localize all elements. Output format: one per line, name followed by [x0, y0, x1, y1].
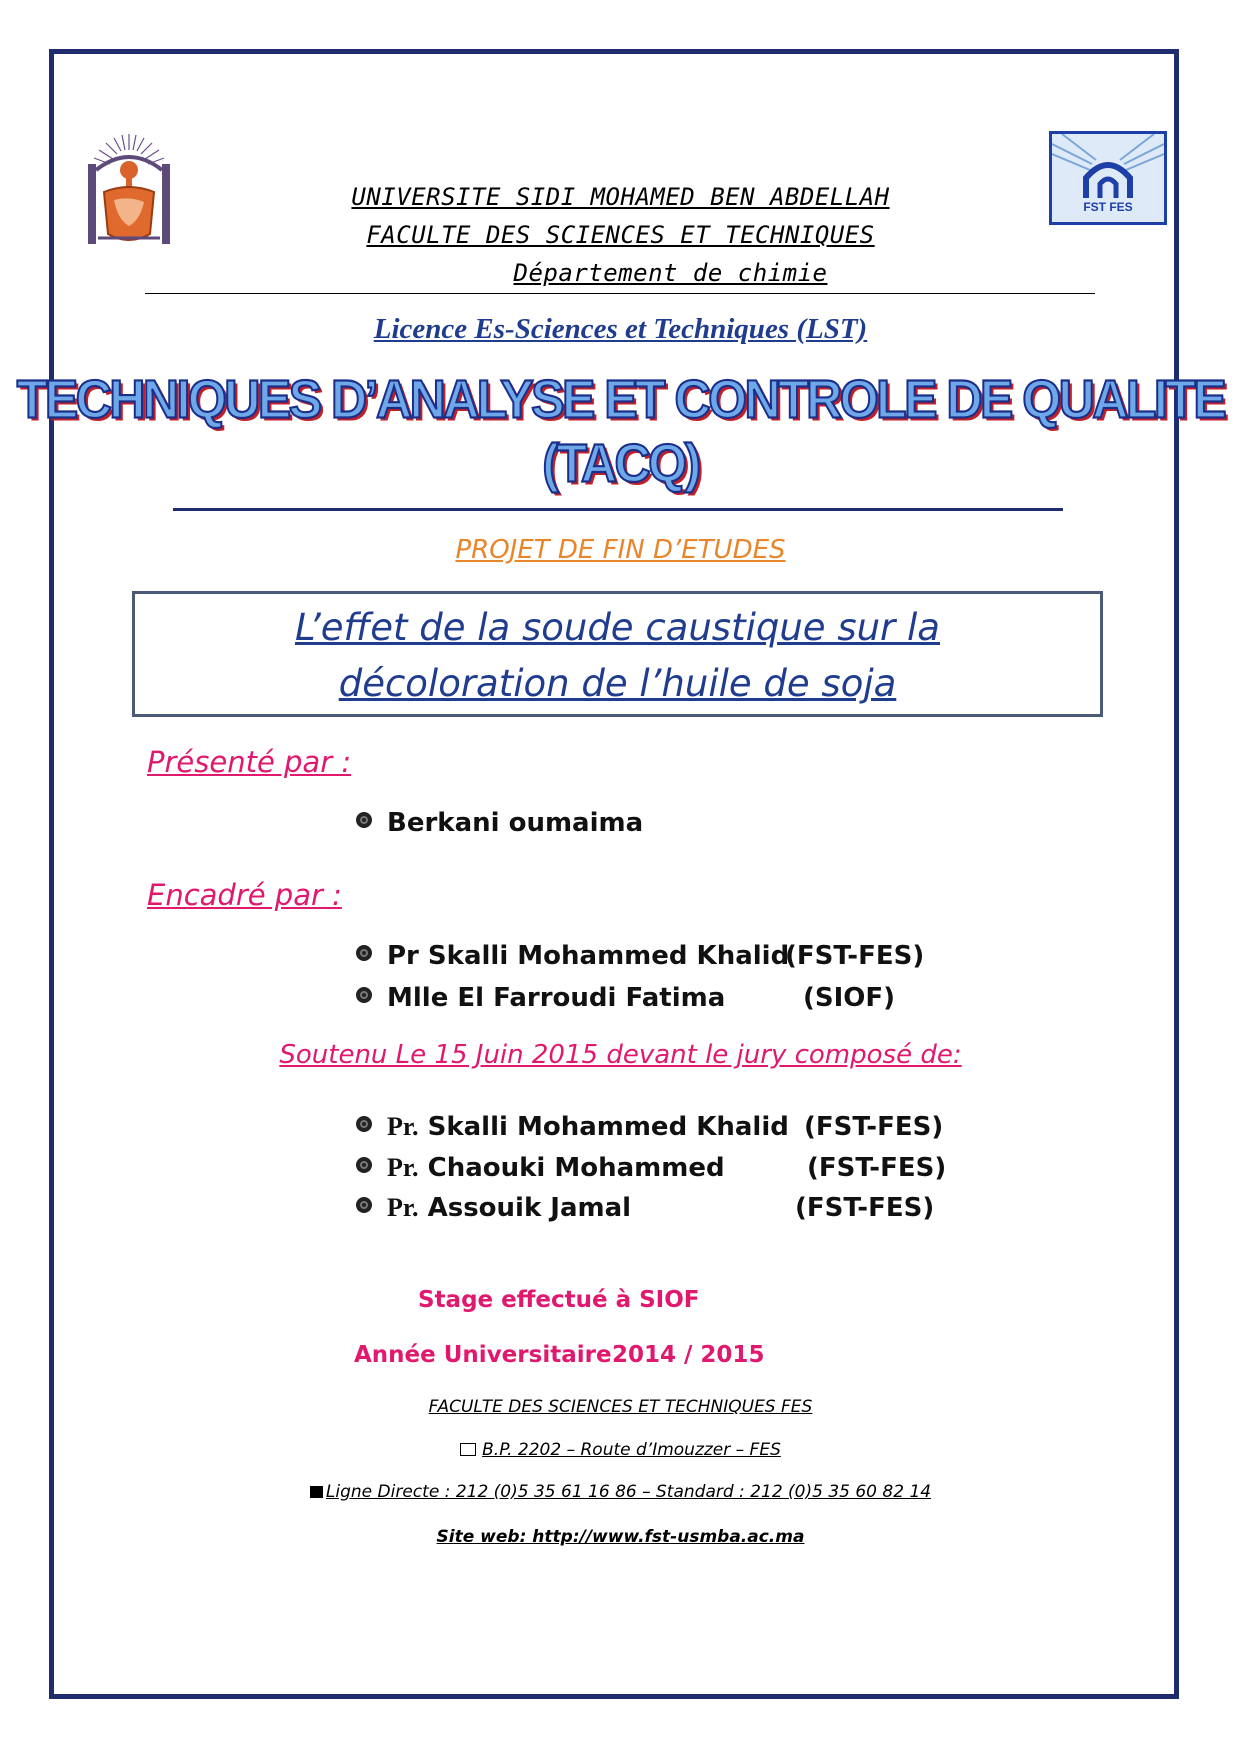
telephone-icon — [310, 1486, 323, 1498]
mailbox-icon — [460, 1443, 476, 1456]
footer-address-row — [0, 1440, 1241, 1460]
jury-name: Chaouki Mohammed — [427, 1153, 725, 1183]
student-name: Berkani oumaima — [387, 808, 644, 838]
jury-name: Skalli Mohammed Khalid — [427, 1112, 789, 1142]
defense-statement: Soutenu Le 15 Juin 2015 devant le jury composé de: — [279, 1040, 962, 1070]
licence-title: Licence Es-Sciences et Techniques (LST) — [373, 313, 868, 345]
flower-bullet-icon — [355, 1196, 373, 1214]
flower-bullet-icon — [355, 944, 373, 962]
university-name: UNIVERSITE SIDI MOHAMED BEN ABDELLAH — [351, 183, 890, 211]
subject-line1: L’effet de la soude caustique sur la — [295, 606, 940, 649]
project-label: PROJET DE FIN D’ETUDES — [455, 535, 786, 565]
subject-box — [132, 591, 1103, 717]
supervisor-affiliation: (SIOF) — [803, 983, 896, 1013]
presented-label: Présenté par : — [147, 745, 352, 779]
header-divider — [145, 293, 1095, 294]
jury-affiliation: (FST-FES) — [804, 1112, 944, 1142]
supervisor-item — [355, 983, 725, 1013]
program-title-line2: (TACQ) — [542, 432, 699, 494]
flower-bullet-icon — [355, 986, 373, 1004]
supervisor-item — [355, 941, 789, 971]
footer-faculty: FACULTE DES SCIENCES ET TECHNIQUES FES — [428, 1397, 813, 1417]
student-item — [355, 808, 643, 838]
jury-title: Pr. — [387, 1112, 419, 1141]
academic-year: 2014 / 2015 — [612, 1342, 765, 1368]
program-title-line1: TECHNIQUES D’ANALYSE ET CONTROLE DE QUALITE — [16, 368, 1225, 430]
flower-bullet-icon — [355, 1115, 373, 1133]
jury-title: Pr. — [387, 1193, 419, 1222]
supervisor-name: Pr Skalli Mohammed Khalid — [387, 941, 790, 971]
jury-item — [355, 1153, 725, 1183]
flower-bullet-icon — [355, 811, 373, 829]
flower-bullet-icon — [355, 1156, 373, 1174]
academic-year-label: Année Universitaire — [354, 1342, 612, 1368]
jury-affiliation: (FST-FES) — [807, 1153, 947, 1183]
supervised-label: Encadré par : — [147, 878, 342, 912]
faculty-name: FACULTE DES SCIENCES ET TECHNIQUES — [366, 221, 875, 249]
jury-item — [355, 1193, 631, 1223]
title-divider — [173, 508, 1063, 511]
footer-address: B.P. 2202 – Route d’Imouzzer – FES — [482, 1440, 781, 1460]
supervisor-name: Mlle El Farroudi Fatima — [387, 983, 726, 1013]
fst-fes-logo-text: FST FES — [1083, 200, 1133, 214]
jury-affiliation: (FST-FES) — [795, 1193, 935, 1223]
subject-line2: décoloration de l’huile de soja — [338, 662, 897, 705]
footer-phone: Ligne Directe : 212 (0)5 35 61 16 86 – Standard : 212 (0)5 35 60 82 14 — [325, 1482, 932, 1502]
footer-website: Site web: http://www.fst-usmba.ac.ma — [436, 1527, 805, 1547]
supervisor-affiliation: (FST-FES) — [785, 941, 925, 971]
jury-name: Assouik Jamal — [427, 1193, 632, 1223]
department-name: Département de chimie — [513, 259, 828, 287]
internship-location: Stage effectué à SIOF — [418, 1287, 700, 1313]
jury-item — [355, 1112, 789, 1142]
footer-phone-row — [0, 1482, 1241, 1502]
jury-title: Pr. — [387, 1153, 419, 1182]
